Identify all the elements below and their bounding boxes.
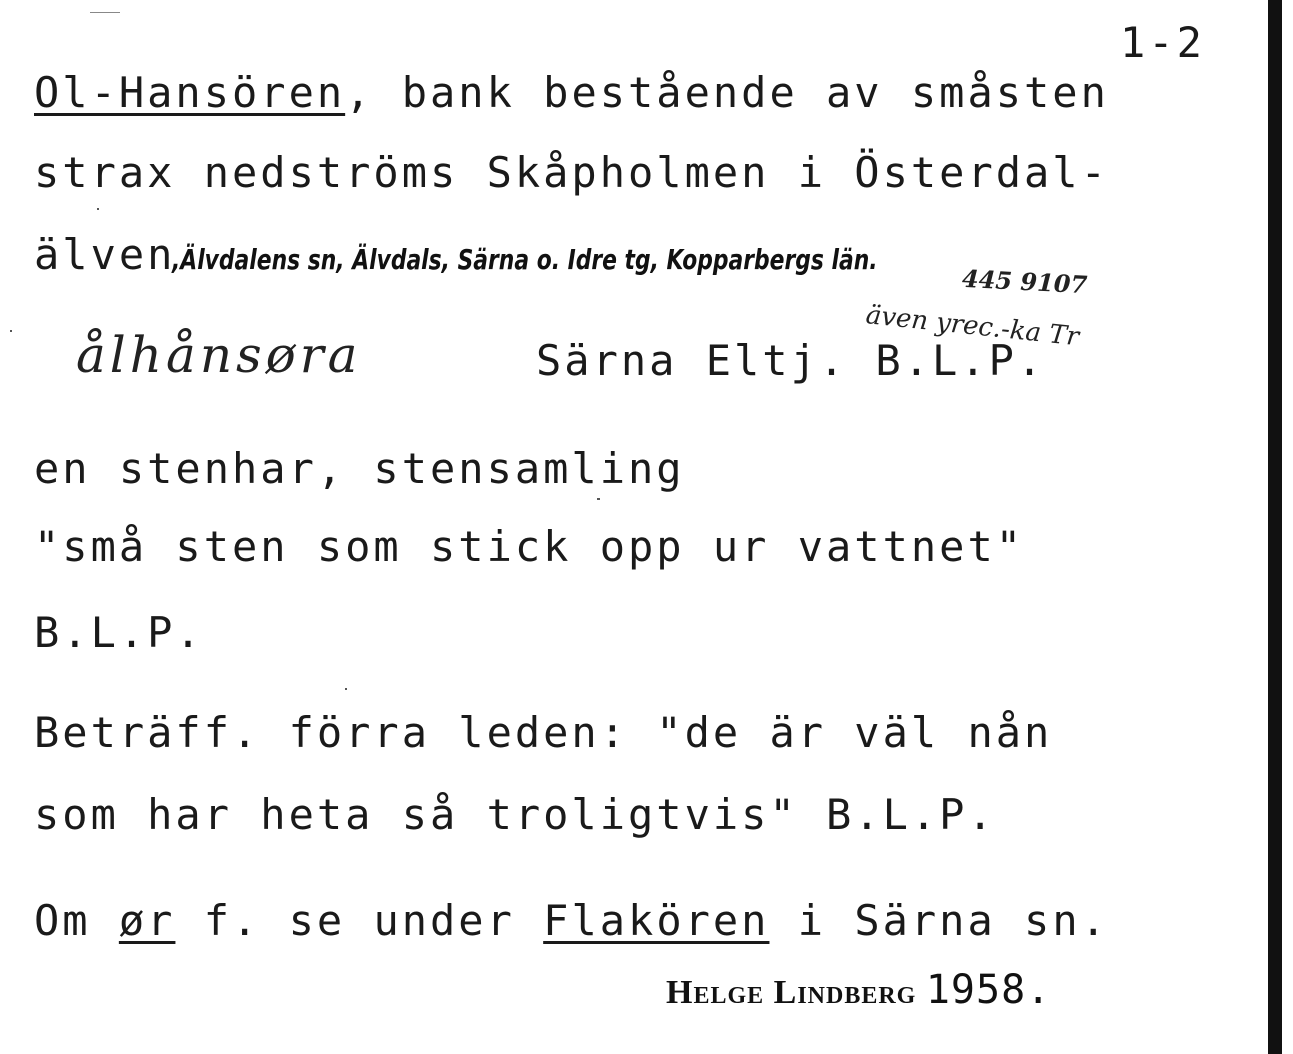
entry-line-4-source: Särna Eltj. B.L.P. [536,336,1046,385]
scan-speck [97,208,99,210]
line-10-text-b: f. se under [175,896,544,945]
entry-line-9: som har heta så troligtvis" B.L.P. [34,790,996,839]
map-reference: 445 9107 [961,263,1088,300]
scan-speck [345,688,347,690]
entry-line-1 [34,68,1109,117]
or-term: ør [118,896,176,945]
signature-stamp [666,967,1052,1013]
entry-line-7: B.L.P. [34,608,204,657]
entry-line-5: en stenhar, stensamling [34,444,685,493]
entry-line-10 [34,896,1109,945]
parish-stamp: ,Älvdalens sn, Älvdals, Särna o. Idre tg, Kopparbergs län. [172,243,878,276]
line-10-text-c: i Särna sn. [769,896,1109,945]
phonetic-form: ålhånsøra [76,326,362,384]
line-10-text-a: Om [34,896,119,945]
entry-line-2: strax nedströms Skåpholmen i Österdal- [34,148,1109,197]
card-number: 1-2 [1120,18,1205,67]
line-1-text: , bank bestående av småsten [345,68,1109,117]
cross-reference: Flakören [543,896,770,945]
entry-line-6: "små sten som stick opp ur vattnet" [34,522,1025,571]
handwritten-note: även yrec.-ka Tr [864,300,1081,353]
entry-line-8: Beträff. förra leden: "de är väl nån [34,708,1053,757]
headword: Ol-Hansören [34,68,346,117]
signature-name: Helge Lindberg [666,974,917,1011]
card-edge-border [1268,0,1282,1054]
entry-line-3: älven [34,230,176,279]
signature-year: 1958. [925,967,1052,1013]
scan-speck [90,12,120,13]
scan-speck [597,498,600,500]
scan-speck [10,330,12,332]
